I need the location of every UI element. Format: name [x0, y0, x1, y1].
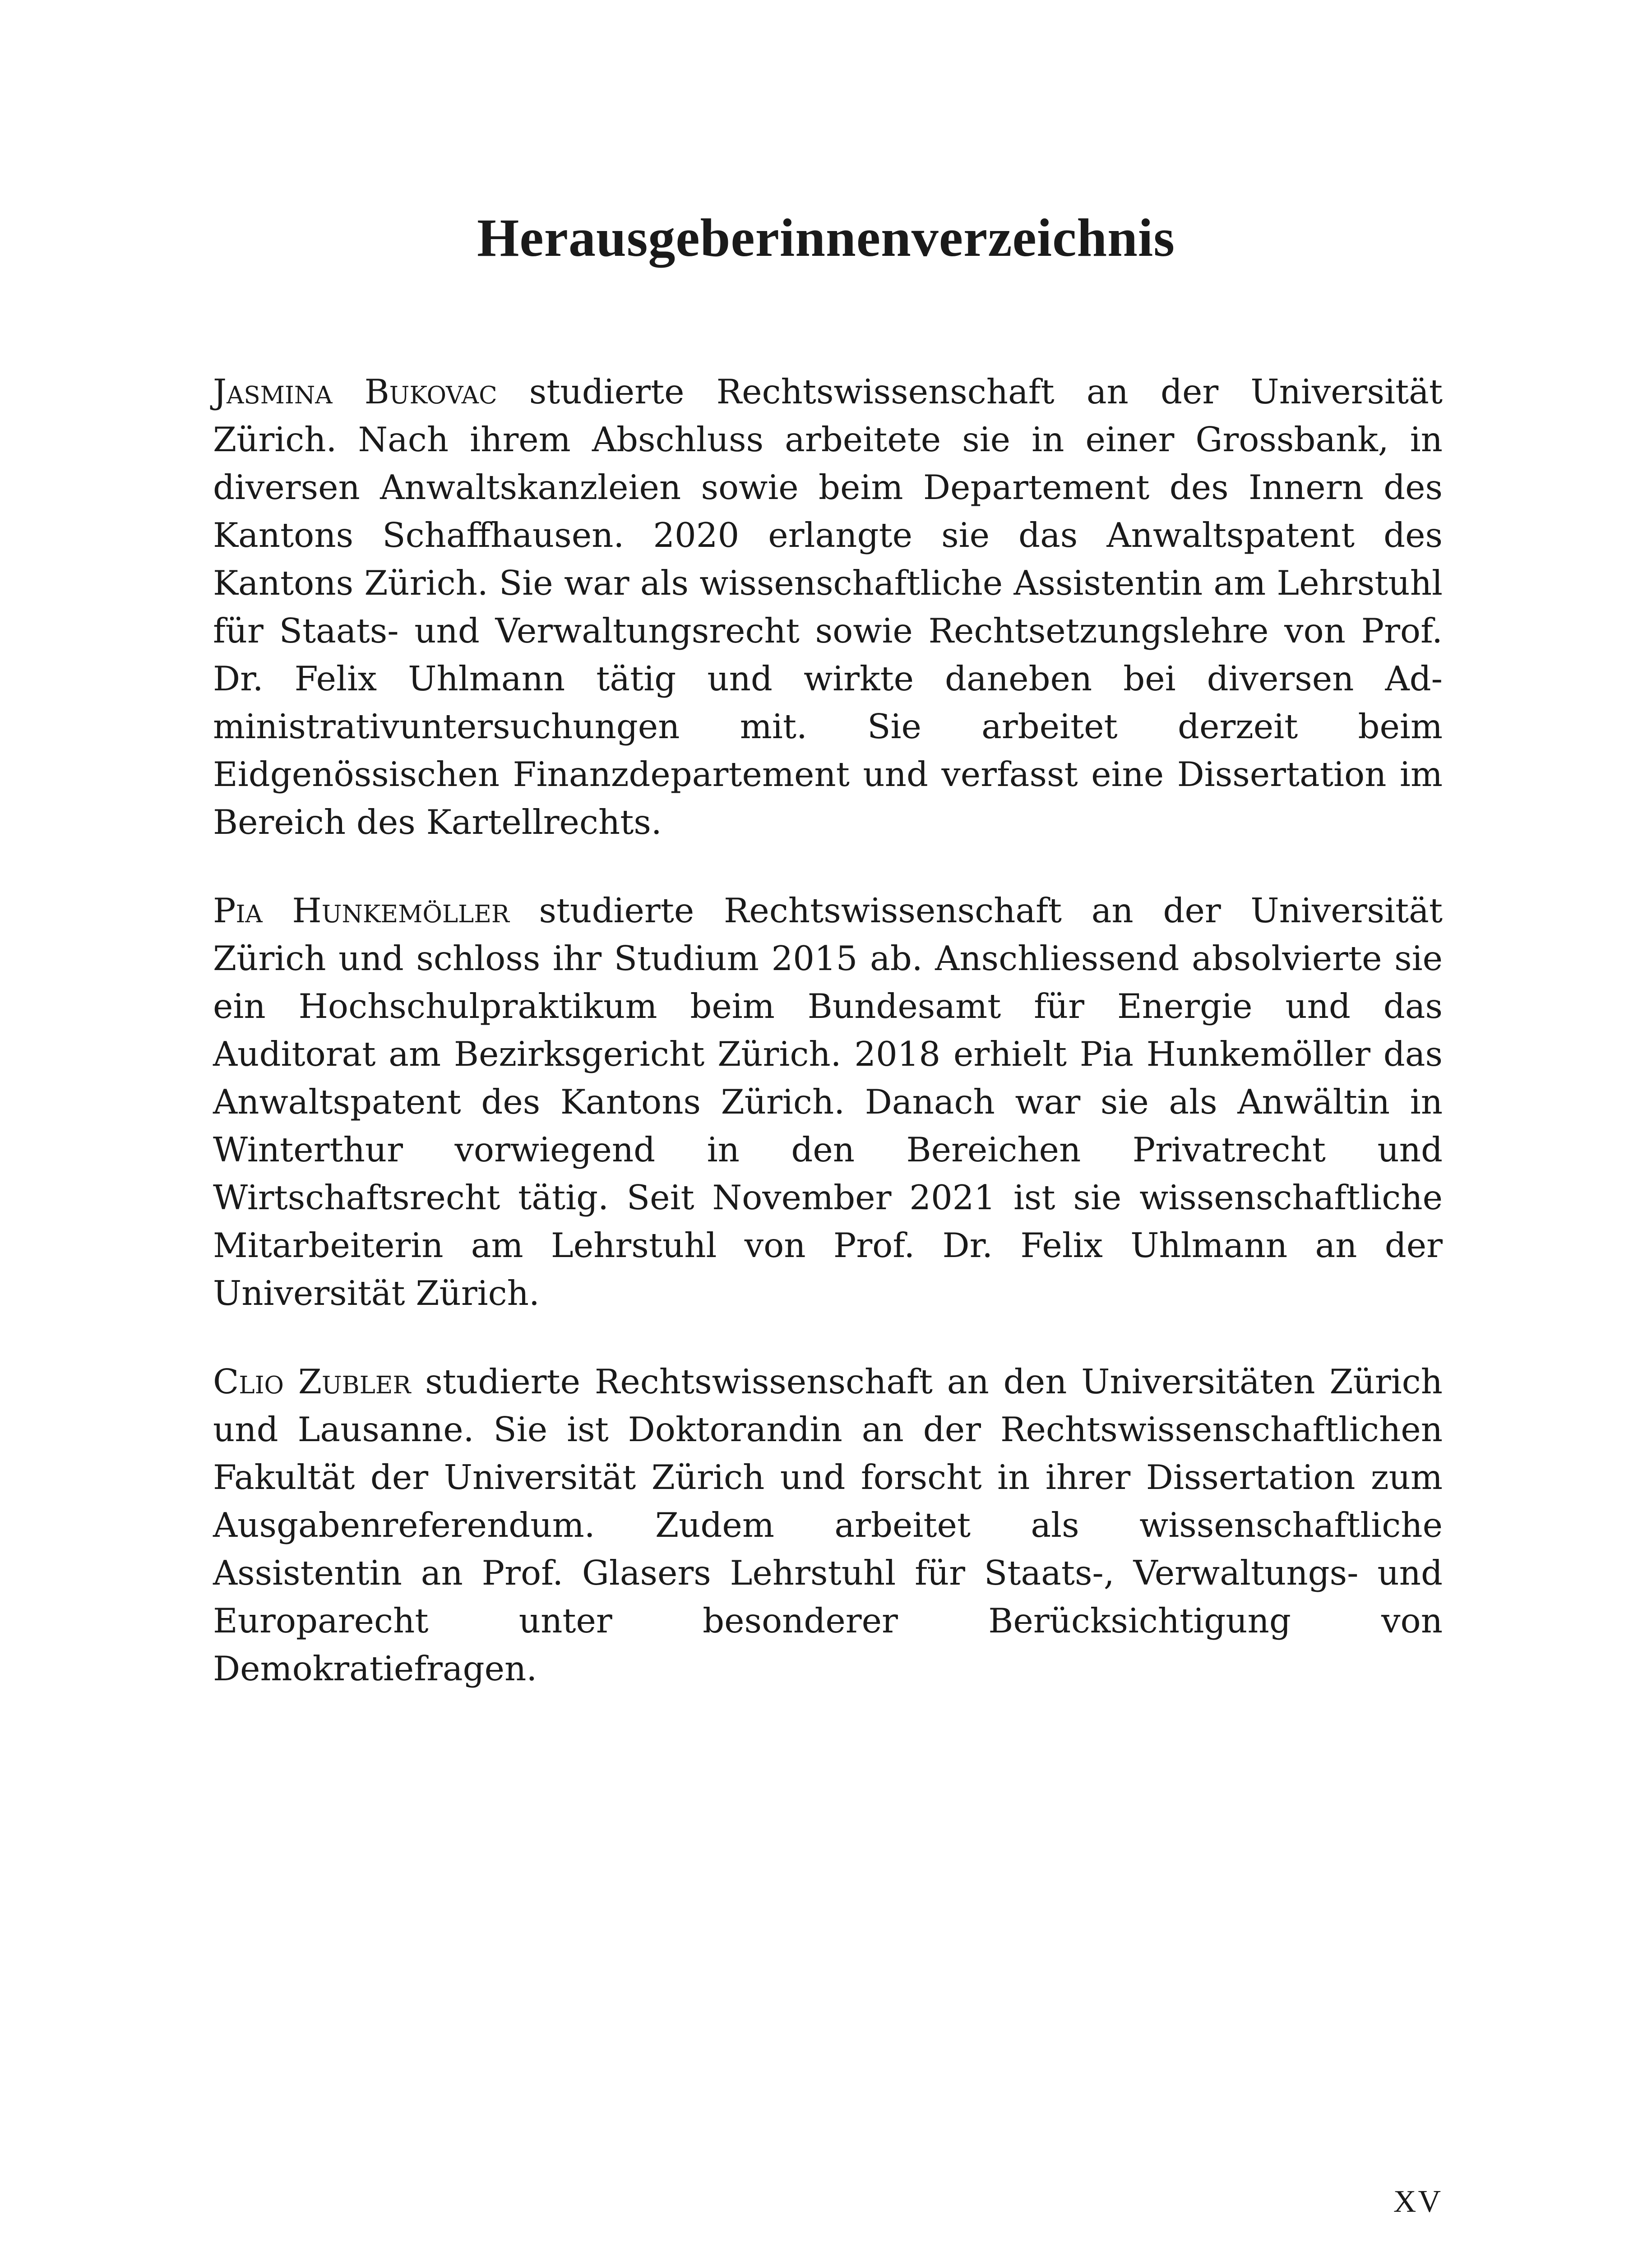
editor-list — [213, 368, 1443, 1733]
page-title: Herausgeberinnenverzeichnis — [477, 208, 1175, 268]
editor-name: Clio Zubler — [213, 1362, 411, 1401]
editor-bio: studierte Rechtswissenschaft an den Universitäten Zürich und Lausanne. Sie ist Doktorandin an der Rechtswissenschaftlichen Fakultät der Universität Zürich und forscht in ihrer Dissertation zum Ausgabenreferendum. Zudem arbeitet als wissenschaftliche Assistentin an Prof. Glasers Lehrstuhl für Staats-, Verwaltungs- und Europarecht unter besonderer Berücksichtigung von Demokratiefragen. — [213, 1362, 1443, 1688]
editor-name: Pia Hunkemöller — [213, 891, 509, 930]
editor-bio: studierte Rechtswissenschaft an der Universität Zürich und schloss ihr Studium 2015 ab. Anschliessend absolvierte sie ein Hochschulpraktikum beim Bundesamt für Energie und das Auditorat am Bezirksgericht Zürich. 2018 erhielt Pia Hunkemöller das Anwaltspatent des Kantons Zürich. Danach war sie als Anwältin in Winterthur vorwiegend in den Bereichen Privatrecht und Wirtschaftsrecht tätig. Seit November 2021 ist sie wissenschaftliche Mitarbeiterin am Lehrstuhl von Prof. Dr. Felix Uhlmann an der Universität Zürich. — [213, 891, 1443, 1313]
page-number: XV — [1393, 2184, 1443, 2219]
editor-entry-zubler — [213, 1358, 1443, 1692]
editor-entry-bukovac — [213, 368, 1443, 846]
editor-name: Jasmina Bukovac — [213, 372, 497, 411]
editor-entry-hunkemoeller — [213, 887, 1443, 1317]
editor-bio: studierte Rechtswissenschaft an der Universität Zürich. Nach ihrem Abschluss arbeitete sie in einer Grossbank, in diversen Anwaltskanzleien sowie beim Departement des Innern des Kantons Schaffhausen. 2020 erlangte sie das Anwaltspatent des Kantons Zürich. Sie war als wissenschaftliche Assistentin am Lehrstuhl für Staats- und Verwaltungsrecht sowie Rechtsetzungslehre von Prof. Dr. Felix Uhlmann tätig und wirkte daneben bei diversen Administrativuntersuchungen mit. Sie arbeitet derzeit beim Eidgenössischen Finanzdepartement und verfasst eine Dissertation im Bereich des Kartellrechts. — [213, 372, 1443, 842]
